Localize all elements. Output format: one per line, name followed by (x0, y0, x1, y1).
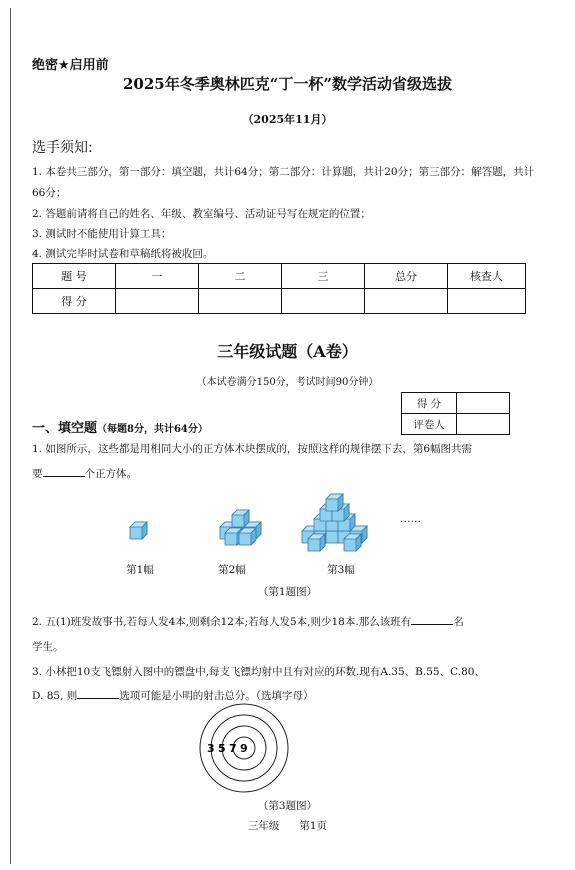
score-header-cell: 题 号 (33, 264, 116, 289)
q3-pre: D. 85, 则 (32, 690, 78, 702)
score-header-cell: 三 (282, 264, 365, 289)
score-cell (116, 289, 199, 314)
answer-blank (77, 688, 119, 699)
section-detail: （每题8分，共计64分） (97, 424, 208, 435)
cube-figures (120, 490, 400, 555)
answer-blank (43, 466, 85, 477)
notice-item-4: 4. 测试完毕时试卷和草稿纸将被收回。 (32, 248, 214, 260)
exam-note: （本试卷满分150分，考试时间90分钟） (196, 377, 379, 388)
score-row-label: 得 分 (33, 289, 116, 314)
grader-score-label: 得 分 (402, 393, 457, 414)
q1-ellipsis: …… (400, 513, 421, 525)
q3-post: 选项可能是小明的射击总分。（选填字母） (119, 690, 314, 702)
q2-text: 2. 五(1)班发故事书,若每人发4本,则剩余12本;若每人发5本,则少18本.那么该班有 (32, 616, 412, 628)
secret-label: 绝密★启用前 (32, 58, 109, 73)
ring-label: 5 (218, 742, 226, 755)
section-title (32, 417, 208, 436)
notice-item-2: 2. 答题前请将自己的姓名、年级、教室编号、活动证号写在规定的位置； (32, 208, 371, 220)
cube-icon (326, 494, 343, 511)
q1-figure-caption: （第1题图） (257, 586, 318, 598)
grader-label: 评卷人 (402, 414, 457, 435)
binding-margin-line (10, 8, 11, 864)
score-header-cell: 一 (116, 264, 199, 289)
section-title-text: 一、填空题 (32, 421, 98, 436)
q1-caption-3: 第3幅 (327, 564, 355, 576)
score-table (32, 263, 526, 314)
exam-title: 三年级试题（A卷） (217, 342, 358, 361)
footer-page: 第1页 (299, 820, 328, 832)
answer-blank (411, 614, 453, 625)
q2-post: 名 (453, 616, 464, 628)
notice-title: 选手须知: (32, 140, 93, 156)
score-table-header-row (33, 264, 526, 289)
question-2-line-2: 学生。 (32, 641, 64, 653)
dartboard (198, 702, 298, 797)
score-cell (199, 289, 282, 314)
notice-item-3: 3. 测试时不能使用计算工具； (32, 228, 172, 240)
cube-icon (130, 522, 147, 539)
footer-grade: 三年级 (247, 820, 280, 832)
cube-icon (344, 534, 361, 551)
grader-score-cell (457, 393, 510, 414)
contest-date: （2025年11月） (242, 113, 333, 126)
q1-caption-2: 第2幅 (218, 564, 246, 576)
grader-cell (457, 414, 510, 435)
grader-table (401, 392, 510, 435)
score-cell (448, 289, 526, 314)
question-1-line-1: 1. 如图所示，这些都是用相同大小的正方体木块摆成的，按照这样的规律摆下去，第6幅图共需 (32, 443, 473, 455)
q1-pre: 要 (32, 468, 43, 480)
score-cell (282, 289, 365, 314)
ring-label: 3 (207, 742, 215, 755)
ring-label: 7 (229, 742, 237, 755)
cube-icon (239, 528, 256, 545)
ring-label: 9 (240, 742, 248, 755)
page-footer (0, 818, 575, 833)
score-header-cell: 核查人 (448, 264, 526, 289)
q1-post: 个正方体。 (84, 468, 137, 480)
question-1-line-2 (32, 462, 532, 486)
contest-title: 2025年冬季奥林匹克“丁一杯”数学活动省级选拔 (122, 75, 452, 93)
q3-figure-caption: （第3题图） (257, 800, 318, 812)
notice-item-1: 1. 本卷共三部分，第一部分：填空题，共计64分；第二部分：计算题，共计20分；第三部分：解答题，共计66分； (32, 166, 535, 199)
score-cell (365, 289, 448, 314)
score-table-score-row (33, 289, 526, 314)
score-header-cell: 二 (199, 264, 282, 289)
cube-icon (232, 510, 249, 527)
q1-caption-1: 第1幅 (126, 564, 154, 576)
question-3-line-1: 3. 小林把10支飞镖射入图中的镖盘中,每支飞镖均射中且有对应的环数.现有A.35、B.55、C.80、 (32, 666, 485, 678)
score-header-cell: 总分 (365, 264, 448, 289)
question-2-line-1 (32, 610, 552, 634)
cube-icon (308, 534, 325, 551)
